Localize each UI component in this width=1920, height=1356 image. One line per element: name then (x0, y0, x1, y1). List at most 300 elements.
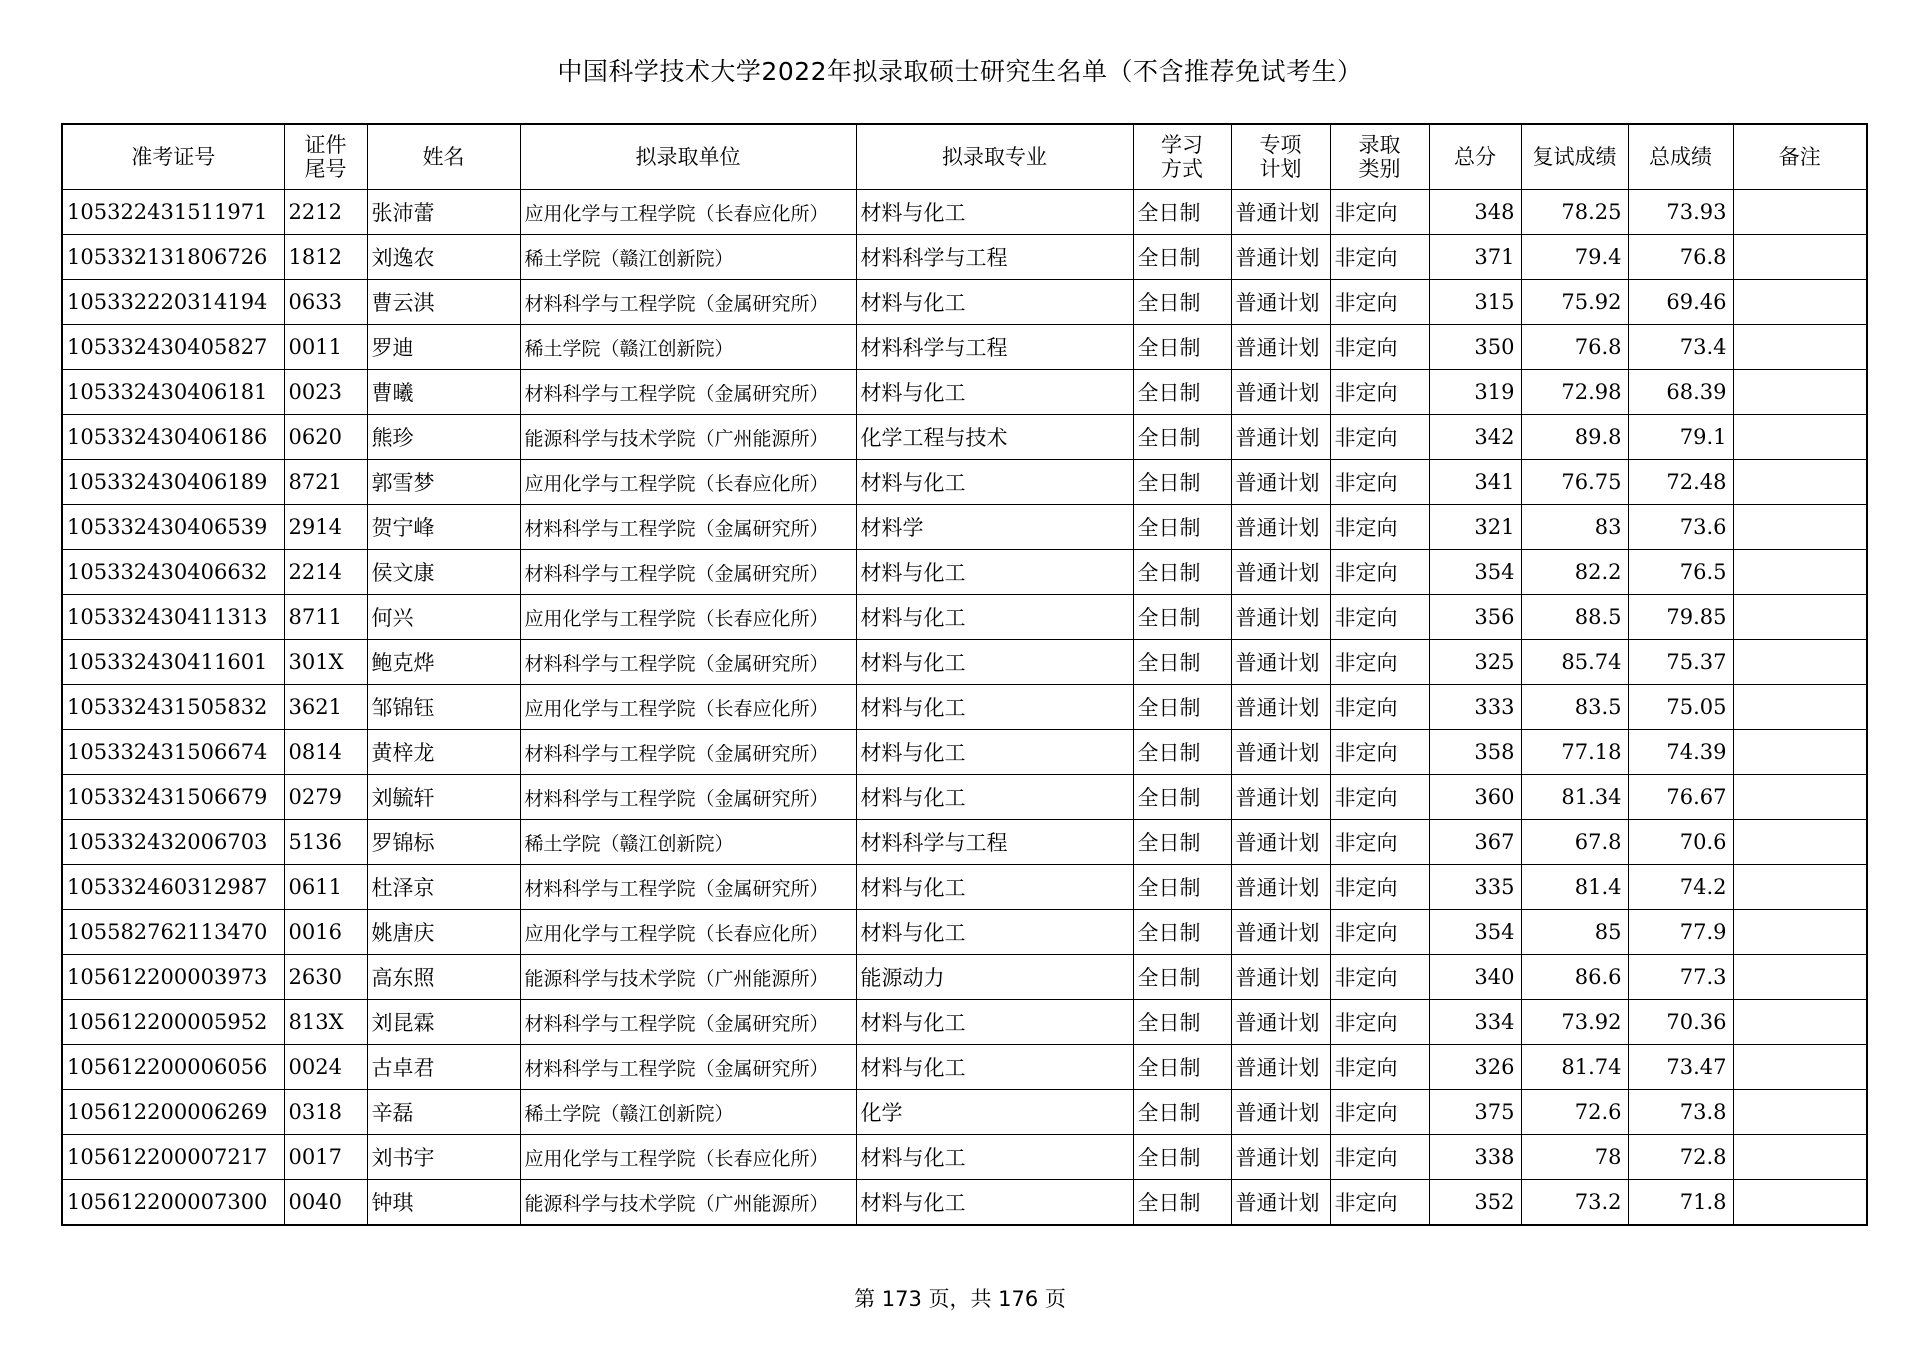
cell-exam-id: 105612200006056 (62, 1045, 284, 1090)
page-title: 中国科学技术大学2022年拟录取硕士研究生名单（不含推荐免试考生） (557, 57, 1363, 86)
cell-retest: 83 (1521, 505, 1628, 550)
cell-name: 黄梓龙 (367, 730, 520, 775)
admission-table (61, 123, 1868, 1226)
cell-study-mode: 全日制 (1133, 640, 1231, 685)
cell-study-mode: 全日制 (1133, 505, 1231, 550)
header-retest: 复试成绩 (1521, 124, 1628, 190)
cell-name: 熊珍 (367, 415, 520, 460)
cell-name: 何兴 (367, 595, 520, 640)
cell-unit: 材料科学与工程学院（金属研究所） (520, 370, 856, 415)
cell-admit-type: 非定向 (1330, 1090, 1429, 1135)
cell-admit-type: 非定向 (1330, 1000, 1429, 1045)
cell-special-plan: 普通计划 (1231, 865, 1330, 910)
cell-id-tail: 5136 (284, 820, 367, 865)
cell-exam-id: 105332430406181 (62, 370, 284, 415)
cell-id-tail: 0620 (284, 415, 367, 460)
cell-total: 356 (1429, 595, 1521, 640)
cell-major: 材料与化工 (856, 685, 1133, 730)
cell-id-tail: 0024 (284, 1045, 367, 1090)
table-row (62, 910, 1867, 955)
header-id-tail: 证件 尾号 (284, 124, 367, 190)
table-row (62, 190, 1867, 235)
cell-study-mode: 全日制 (1133, 325, 1231, 370)
cell-exam-id: 105332430406186 (62, 415, 284, 460)
cell-retest: 73.92 (1521, 1000, 1628, 1045)
table-row (62, 1135, 1867, 1180)
cell-unit: 应用化学与工程学院（长春应化所） (520, 460, 856, 505)
cell-remark (1733, 460, 1867, 505)
table-row (62, 685, 1867, 730)
cell-major: 材料与化工 (856, 730, 1133, 775)
cell-total: 321 (1429, 505, 1521, 550)
cell-id-tail: 0040 (284, 1180, 367, 1226)
cell-remark (1733, 865, 1867, 910)
cell-id-tail: 813X (284, 1000, 367, 1045)
cell-retest: 79.4 (1521, 235, 1628, 280)
cell-exam-id: 105332430405827 (62, 325, 284, 370)
table-row (62, 865, 1867, 910)
cell-major: 材料与化工 (856, 1000, 1133, 1045)
cell-id-tail: 0016 (284, 910, 367, 955)
page-footer: 第 173 页，共 176 页 (854, 1287, 1066, 1311)
cell-id-tail: 301X (284, 640, 367, 685)
cell-admit-type: 非定向 (1330, 550, 1429, 595)
cell-id-tail: 0814 (284, 730, 367, 775)
header-study-mode: 学习 方式 (1133, 124, 1231, 190)
cell-final: 72.48 (1628, 460, 1733, 505)
cell-unit: 能源科学与技术学院（广州能源所） (520, 1180, 856, 1226)
cell-admit-type: 非定向 (1330, 730, 1429, 775)
cell-study-mode: 全日制 (1133, 1000, 1231, 1045)
cell-study-mode: 全日制 (1133, 910, 1231, 955)
cell-study-mode: 全日制 (1133, 685, 1231, 730)
cell-total: 348 (1429, 190, 1521, 235)
cell-remark (1733, 325, 1867, 370)
cell-name: 曹曦 (367, 370, 520, 415)
table-row (62, 370, 1867, 415)
cell-name: 古卓君 (367, 1045, 520, 1090)
cell-major: 化学 (856, 1090, 1133, 1135)
table-row (62, 775, 1867, 820)
cell-exam-id: 105582762113470 (62, 910, 284, 955)
cell-remark (1733, 235, 1867, 280)
cell-major: 材料与化工 (856, 280, 1133, 325)
cell-study-mode: 全日制 (1133, 865, 1231, 910)
cell-special-plan: 普通计划 (1231, 370, 1330, 415)
cell-admit-type: 非定向 (1330, 280, 1429, 325)
table-row (62, 820, 1867, 865)
cell-exam-id: 105332430406632 (62, 550, 284, 595)
cell-admit-type: 非定向 (1330, 415, 1429, 460)
cell-special-plan: 普通计划 (1231, 820, 1330, 865)
cell-retest: 75.92 (1521, 280, 1628, 325)
cell-name: 张沛蕾 (367, 190, 520, 235)
cell-id-tail: 0279 (284, 775, 367, 820)
cell-admit-type: 非定向 (1330, 865, 1429, 910)
cell-remark (1733, 190, 1867, 235)
cell-total: 342 (1429, 415, 1521, 460)
cell-name: 辛磊 (367, 1090, 520, 1135)
cell-total: 375 (1429, 1090, 1521, 1135)
header-total: 总分 (1429, 124, 1521, 190)
cell-final: 77.3 (1628, 955, 1733, 1000)
cell-admit-type: 非定向 (1330, 685, 1429, 730)
cell-major: 材料与化工 (856, 910, 1133, 955)
cell-exam-id: 105332430406189 (62, 460, 284, 505)
cell-name: 罗锦标 (367, 820, 520, 865)
cell-id-tail: 3621 (284, 685, 367, 730)
cell-final: 79.1 (1628, 415, 1733, 460)
cell-retest: 73.2 (1521, 1180, 1628, 1226)
cell-id-tail: 0017 (284, 1135, 367, 1180)
table-row (62, 730, 1867, 775)
cell-study-mode: 全日制 (1133, 415, 1231, 460)
cell-unit: 稀土学院（赣江创新院） (520, 235, 856, 280)
cell-total: 325 (1429, 640, 1521, 685)
cell-study-mode: 全日制 (1133, 1135, 1231, 1180)
cell-id-tail: 0318 (284, 1090, 367, 1135)
cell-major: 材料与化工 (856, 370, 1133, 415)
cell-study-mode: 全日制 (1133, 280, 1231, 325)
cell-remark (1733, 910, 1867, 955)
cell-retest: 76.75 (1521, 460, 1628, 505)
cell-id-tail: 2212 (284, 190, 367, 235)
cell-name: 高东照 (367, 955, 520, 1000)
cell-unit: 材料科学与工程学院（金属研究所） (520, 730, 856, 775)
cell-final: 74.39 (1628, 730, 1733, 775)
cell-study-mode: 全日制 (1133, 550, 1231, 595)
cell-unit: 应用化学与工程学院（长春应化所） (520, 190, 856, 235)
cell-id-tail: 8711 (284, 595, 367, 640)
cell-id-tail: 8721 (284, 460, 367, 505)
cell-special-plan: 普通计划 (1231, 685, 1330, 730)
cell-remark (1733, 505, 1867, 550)
cell-total: 371 (1429, 235, 1521, 280)
cell-major: 材料科学与工程 (856, 235, 1133, 280)
cell-unit: 应用化学与工程学院（长春应化所） (520, 685, 856, 730)
cell-study-mode: 全日制 (1133, 730, 1231, 775)
cell-name: 刘书宇 (367, 1135, 520, 1180)
cell-special-plan: 普通计划 (1231, 640, 1330, 685)
cell-special-plan: 普通计划 (1231, 235, 1330, 280)
cell-id-tail: 0633 (284, 280, 367, 325)
cell-total: 354 (1429, 910, 1521, 955)
cell-special-plan: 普通计划 (1231, 910, 1330, 955)
table-row (62, 955, 1867, 1000)
cell-total: 340 (1429, 955, 1521, 1000)
cell-unit: 材料科学与工程学院（金属研究所） (520, 505, 856, 550)
cell-total: 319 (1429, 370, 1521, 415)
cell-exam-id: 105612200007300 (62, 1180, 284, 1226)
cell-retest: 85 (1521, 910, 1628, 955)
cell-retest: 89.8 (1521, 415, 1628, 460)
cell-final: 75.05 (1628, 685, 1733, 730)
cell-study-mode: 全日制 (1133, 955, 1231, 1000)
cell-final: 71.8 (1628, 1180, 1733, 1226)
cell-name: 贺宁峰 (367, 505, 520, 550)
cell-admit-type: 非定向 (1330, 190, 1429, 235)
cell-final: 73.4 (1628, 325, 1733, 370)
cell-final: 72.8 (1628, 1135, 1733, 1180)
cell-name: 邹锦钰 (367, 685, 520, 730)
cell-unit: 材料科学与工程学院（金属研究所） (520, 280, 856, 325)
cell-major: 材料与化工 (856, 1180, 1133, 1226)
cell-final: 69.46 (1628, 280, 1733, 325)
cell-major: 材料学 (856, 505, 1133, 550)
cell-unit: 材料科学与工程学院（金属研究所） (520, 1045, 856, 1090)
cell-admit-type: 非定向 (1330, 1135, 1429, 1180)
cell-remark (1733, 1045, 1867, 1090)
cell-admit-type: 非定向 (1330, 505, 1429, 550)
cell-exam-id: 105612200007217 (62, 1135, 284, 1180)
cell-exam-id: 105322431511971 (62, 190, 284, 235)
cell-remark (1733, 595, 1867, 640)
cell-final: 76.8 (1628, 235, 1733, 280)
table-row (62, 235, 1867, 280)
cell-special-plan: 普通计划 (1231, 775, 1330, 820)
cell-final: 70.6 (1628, 820, 1733, 865)
cell-major: 材料与化工 (856, 775, 1133, 820)
cell-exam-id: 105332220314194 (62, 280, 284, 325)
cell-special-plan: 普通计划 (1231, 1180, 1330, 1226)
header-major: 拟录取专业 (856, 124, 1133, 190)
cell-unit: 稀土学院（赣江创新院） (520, 325, 856, 370)
table-row (62, 280, 1867, 325)
cell-final: 75.37 (1628, 640, 1733, 685)
cell-retest: 72.6 (1521, 1090, 1628, 1135)
cell-retest: 83.5 (1521, 685, 1628, 730)
cell-study-mode: 全日制 (1133, 595, 1231, 640)
cell-special-plan: 普通计划 (1231, 1135, 1330, 1180)
cell-special-plan: 普通计划 (1231, 190, 1330, 235)
cell-remark (1733, 550, 1867, 595)
cell-admit-type: 非定向 (1330, 460, 1429, 505)
table-row (62, 1000, 1867, 1045)
cell-total: 333 (1429, 685, 1521, 730)
table-row (62, 595, 1867, 640)
cell-final: 76.5 (1628, 550, 1733, 595)
header-unit: 拟录取单位 (520, 124, 856, 190)
cell-remark (1733, 1000, 1867, 1045)
table-row (62, 415, 1867, 460)
cell-remark (1733, 1090, 1867, 1135)
cell-remark (1733, 820, 1867, 865)
cell-remark (1733, 640, 1867, 685)
cell-id-tail: 0023 (284, 370, 367, 415)
cell-major: 材料与化工 (856, 595, 1133, 640)
cell-admit-type: 非定向 (1330, 1180, 1429, 1226)
cell-special-plan: 普通计划 (1231, 325, 1330, 370)
cell-exam-id: 105612200003973 (62, 955, 284, 1000)
cell-retest: 82.2 (1521, 550, 1628, 595)
cell-special-plan: 普通计划 (1231, 460, 1330, 505)
cell-total: 367 (1429, 820, 1521, 865)
cell-major: 材料与化工 (856, 190, 1133, 235)
cell-retest: 88.5 (1521, 595, 1628, 640)
cell-exam-id: 105332460312987 (62, 865, 284, 910)
cell-study-mode: 全日制 (1133, 1180, 1231, 1226)
table-row (62, 1090, 1867, 1135)
cell-special-plan: 普通计划 (1231, 1045, 1330, 1090)
cell-retest: 81.4 (1521, 865, 1628, 910)
cell-major: 材料科学与工程 (856, 820, 1133, 865)
cell-study-mode: 全日制 (1133, 235, 1231, 280)
header-exam-id: 准考证号 (62, 124, 284, 190)
cell-major: 能源动力 (856, 955, 1133, 1000)
cell-total: 341 (1429, 460, 1521, 505)
header-remark: 备注 (1733, 124, 1867, 190)
cell-remark (1733, 955, 1867, 1000)
cell-exam-id: 105612200006269 (62, 1090, 284, 1135)
cell-final: 68.39 (1628, 370, 1733, 415)
cell-major: 化学工程与技术 (856, 415, 1133, 460)
table-row (62, 1180, 1867, 1226)
cell-retest: 86.6 (1521, 955, 1628, 1000)
cell-total: 352 (1429, 1180, 1521, 1226)
cell-final: 76.67 (1628, 775, 1733, 820)
cell-name: 姚唐庆 (367, 910, 520, 955)
cell-study-mode: 全日制 (1133, 1045, 1231, 1090)
cell-final: 73.6 (1628, 505, 1733, 550)
cell-unit: 材料科学与工程学院（金属研究所） (520, 640, 856, 685)
cell-retest: 78 (1521, 1135, 1628, 1180)
cell-final: 70.36 (1628, 1000, 1733, 1045)
cell-exam-id: 105332432006703 (62, 820, 284, 865)
cell-remark (1733, 370, 1867, 415)
cell-study-mode: 全日制 (1133, 775, 1231, 820)
cell-name: 罗迪 (367, 325, 520, 370)
cell-retest: 67.8 (1521, 820, 1628, 865)
table-row (62, 460, 1867, 505)
cell-retest: 81.34 (1521, 775, 1628, 820)
cell-unit: 能源科学与技术学院（广州能源所） (520, 415, 856, 460)
cell-unit: 能源科学与技术学院（广州能源所） (520, 955, 856, 1000)
cell-retest: 81.74 (1521, 1045, 1628, 1090)
cell-exam-id: 105332431505832 (62, 685, 284, 730)
header-final: 总成绩 (1628, 124, 1733, 190)
cell-admit-type: 非定向 (1330, 955, 1429, 1000)
cell-name: 曹云淇 (367, 280, 520, 325)
cell-major: 材料科学与工程 (856, 325, 1133, 370)
cell-id-tail: 2914 (284, 505, 367, 550)
cell-unit: 稀土学院（赣江创新院） (520, 820, 856, 865)
cell-special-plan: 普通计划 (1231, 595, 1330, 640)
cell-admit-type: 非定向 (1330, 640, 1429, 685)
cell-name: 刘逸农 (367, 235, 520, 280)
cell-special-plan: 普通计划 (1231, 550, 1330, 595)
cell-name: 郭雪梦 (367, 460, 520, 505)
cell-total: 326 (1429, 1045, 1521, 1090)
cell-total: 335 (1429, 865, 1521, 910)
cell-special-plan: 普通计划 (1231, 955, 1330, 1000)
cell-id-tail: 0611 (284, 865, 367, 910)
cell-study-mode: 全日制 (1133, 1090, 1231, 1135)
header-admit-type: 录取 类别 (1330, 124, 1429, 190)
cell-final: 73.93 (1628, 190, 1733, 235)
cell-unit: 材料科学与工程学院（金属研究所） (520, 1000, 856, 1045)
cell-retest: 78.25 (1521, 190, 1628, 235)
cell-special-plan: 普通计划 (1231, 280, 1330, 325)
cell-study-mode: 全日制 (1133, 370, 1231, 415)
cell-special-plan: 普通计划 (1231, 415, 1330, 460)
cell-id-tail: 0011 (284, 325, 367, 370)
table-row (62, 505, 1867, 550)
cell-total: 338 (1429, 1135, 1521, 1180)
header-name: 姓名 (367, 124, 520, 190)
cell-admit-type: 非定向 (1330, 325, 1429, 370)
cell-exam-id: 105332430406539 (62, 505, 284, 550)
cell-admit-type: 非定向 (1330, 775, 1429, 820)
cell-total: 350 (1429, 325, 1521, 370)
cell-retest: 77.18 (1521, 730, 1628, 775)
cell-unit: 材料科学与工程学院（金属研究所） (520, 550, 856, 595)
cell-name: 钟琪 (367, 1180, 520, 1226)
cell-name: 鲍克烨 (367, 640, 520, 685)
table-row (62, 640, 1867, 685)
cell-final: 77.9 (1628, 910, 1733, 955)
cell-exam-id: 105332430411601 (62, 640, 284, 685)
cell-name: 刘毓轩 (367, 775, 520, 820)
cell-total: 358 (1429, 730, 1521, 775)
cell-name: 杜泽京 (367, 865, 520, 910)
cell-unit: 应用化学与工程学院（长春应化所） (520, 1135, 856, 1180)
cell-name: 侯文康 (367, 550, 520, 595)
cell-major: 材料与化工 (856, 640, 1133, 685)
table-row (62, 550, 1867, 595)
cell-study-mode: 全日制 (1133, 460, 1231, 505)
cell-retest: 72.98 (1521, 370, 1628, 415)
cell-id-tail: 1812 (284, 235, 367, 280)
cell-remark (1733, 280, 1867, 325)
cell-admit-type: 非定向 (1330, 595, 1429, 640)
cell-major: 材料与化工 (856, 865, 1133, 910)
cell-special-plan: 普通计划 (1231, 1000, 1330, 1045)
cell-final: 74.2 (1628, 865, 1733, 910)
cell-unit: 稀土学院（赣江创新院） (520, 1090, 856, 1135)
cell-remark (1733, 1135, 1867, 1180)
cell-admit-type: 非定向 (1330, 910, 1429, 955)
cell-exam-id: 105332431506674 (62, 730, 284, 775)
cell-unit: 材料科学与工程学院（金属研究所） (520, 775, 856, 820)
cell-major: 材料与化工 (856, 460, 1133, 505)
cell-id-tail: 2214 (284, 550, 367, 595)
cell-admit-type: 非定向 (1330, 370, 1429, 415)
header-row (62, 124, 1867, 190)
cell-remark (1733, 730, 1867, 775)
cell-major: 材料与化工 (856, 550, 1133, 595)
cell-admit-type: 非定向 (1330, 235, 1429, 280)
cell-final: 73.47 (1628, 1045, 1733, 1090)
cell-major: 材料与化工 (856, 1135, 1133, 1180)
cell-exam-id: 105612200005952 (62, 1000, 284, 1045)
cell-special-plan: 普通计划 (1231, 505, 1330, 550)
cell-remark (1733, 415, 1867, 460)
cell-exam-id: 105332431506679 (62, 775, 284, 820)
cell-major: 材料与化工 (856, 1045, 1133, 1090)
cell-special-plan: 普通计划 (1231, 1090, 1330, 1135)
cell-unit: 应用化学与工程学院（长春应化所） (520, 910, 856, 955)
table-row (62, 325, 1867, 370)
cell-unit: 应用化学与工程学院（长春应化所） (520, 595, 856, 640)
cell-unit: 材料科学与工程学院（金属研究所） (520, 865, 856, 910)
cell-remark (1733, 775, 1867, 820)
cell-admit-type: 非定向 (1330, 1045, 1429, 1090)
cell-study-mode: 全日制 (1133, 820, 1231, 865)
cell-total: 315 (1429, 280, 1521, 325)
cell-retest: 76.8 (1521, 325, 1628, 370)
cell-remark (1733, 1180, 1867, 1226)
cell-total: 334 (1429, 1000, 1521, 1045)
